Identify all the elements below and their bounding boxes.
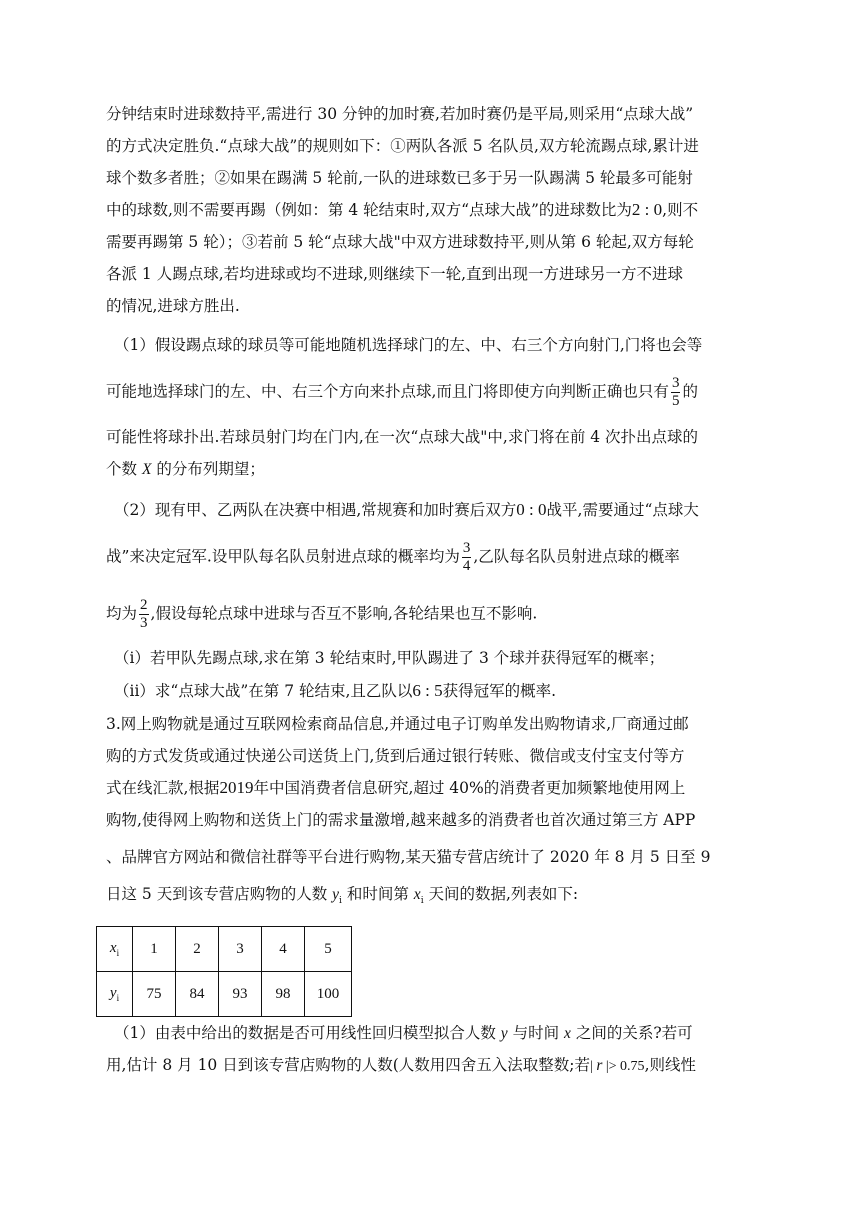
table-cell: 84 <box>176 972 219 1017</box>
text-line: 中的球数,则不需要再踢（例如：第 4 轮结束时,双方“点球大战”的进球数比为2 : 0,则不 <box>106 200 699 219</box>
ratio-math: 2 : 0 <box>631 200 663 219</box>
table-cell: 5 <box>305 927 352 972</box>
table-cell: 100 <box>305 972 352 1017</box>
variable-x: X <box>141 461 152 478</box>
question-1-text: （1）假设踢点球的球员等可能地随机选择球门的左、中、右三个方向射门,门将也会等 <box>114 336 703 354</box>
table-cell: 1 <box>133 927 176 972</box>
row-header-y: $y_i$ <box>97 972 133 1017</box>
text-line: 均为 $\frac{2}{3}$ ,假设每轮点球中进球与否互不影响,各轮结果也互不影响. <box>106 597 538 631</box>
question-2ii-text: （ii）求“点球大战”在第 7 轮结束,且乙队以6 : 5获得冠军的概率. <box>114 681 557 700</box>
table-cell: 2 <box>176 927 219 972</box>
text-line: 、品牌官方网站和微信社群等平台进行购物,某天猫专营店统计了 2020 年 8 月 5 日至 9 <box>106 848 711 866</box>
ratio-math: 0 : 0 <box>516 500 547 519</box>
text-line: 购的方式发货或通过快递公司送货上门,货到后通过银行转账、微信或支付宝支付等方 <box>106 747 685 765</box>
fraction: $\frac{2}{3}$ <box>140 597 148 631</box>
problem-3-text: 3.网上购物就是通过互联网检索商品信息,并通过电子订购单发出购物请求,厂商通过邮 <box>106 715 689 733</box>
text-line: 可能地选择球门的左、中、右三个方向来扑点球,而且门将即使方向判断正确也只有 $\frac{3}{5}$ 的 <box>106 375 698 409</box>
fraction: $\frac{3}{4}$ <box>462 540 471 574</box>
table-cell: 98 <box>262 972 305 1017</box>
table-cell: 75 <box>133 972 176 1017</box>
table-cell: 4 <box>262 927 305 972</box>
table-row <box>97 927 352 972</box>
text-line: 分钟结束时进球数持平,需进行 30 分钟的加时赛,若加时赛仍是平局,则采用“点球大战” <box>106 105 694 123</box>
text-line: 用,估计 8 月 10 日到该专营店购物的人数(人数用四舍五入法取整数;若| r |> 0.75,则线性 <box>106 1056 696 1074</box>
row-header-x: $x_i$ <box>97 927 133 972</box>
text-line: 个数 X 的分布列期望； <box>106 460 265 478</box>
ratio-math: 6 : 5 <box>412 681 443 700</box>
data-table <box>96 926 352 1017</box>
text-line: 球个数多者胜；②如果在踢满 5 轮前,一队的进球数已多于另一队踢满 5 轮最多可能射 <box>106 169 693 187</box>
question-2i-text: （i）若甲队先踢点球,求在第 3 轮结束时,甲队踢进了 3 个球并获得冠军的概率； <box>114 649 665 667</box>
fraction: $\frac{3}{5}$ <box>671 375 680 409</box>
year-number: 2019 <box>219 778 254 797</box>
text-line: 的方式决定胜负.“点球大战”的规则如下：①两队各派 5 名队员,双方轮流踢点球,累计进 <box>106 137 699 155</box>
table-cell: 3 <box>219 927 262 972</box>
text-line: 的情况,进球方胜出. <box>106 297 240 315</box>
variable-y: y <box>332 886 340 903</box>
problem-3-question-1-text: （1）由表中给出的数据是否可用线性回归模型拟合人数 y 与时间 x 之间的关系?若可 <box>114 1024 693 1042</box>
text-line: 日这 5 天到该专营店购物的人数 $y_i$ 和时间第 $x_i$ 天间的数据,列表如下: <box>106 885 579 906</box>
table-cell: 93 <box>219 972 262 1017</box>
table-row <box>97 972 352 1017</box>
text-line: 需要再踢第 5 轮）；③若前 5 轮“点球大战"中双方进球数持平,则从第 6 轮起,双方每轮 <box>106 233 694 251</box>
variable-x: x <box>413 886 421 903</box>
text-line: 式在线汇款,根据2019年中国消费者信息研究,超过 40%的消费者更加频繁地使用网上 <box>106 778 686 797</box>
text-line: 各派 1 人踢点球,若均进球或均不进球,则继续下一轮,直到出现一方进球另一方不进球 <box>106 265 683 283</box>
text-line: 战”来决定冠军.设甲队每名队员射进点球的概率均为 $\frac{3}{4}$ ,乙队每名队员射进点球的概率 <box>106 540 680 574</box>
question-2-text: （2）现有甲、乙两队在决赛中相遇,常规赛和加时赛后双方0 : 0战平,需要通过“点球大 <box>114 500 699 519</box>
text-line: 可能性将球扑出.若球员射门均在门内,在一次“点球大战"中,求门将在前 4 次扑出点球的 <box>106 428 699 446</box>
text-line: 购物,使得网上购物和送货上门的需求量激增,越来越多的消费者也首次通过第三方 APP <box>106 811 696 829</box>
